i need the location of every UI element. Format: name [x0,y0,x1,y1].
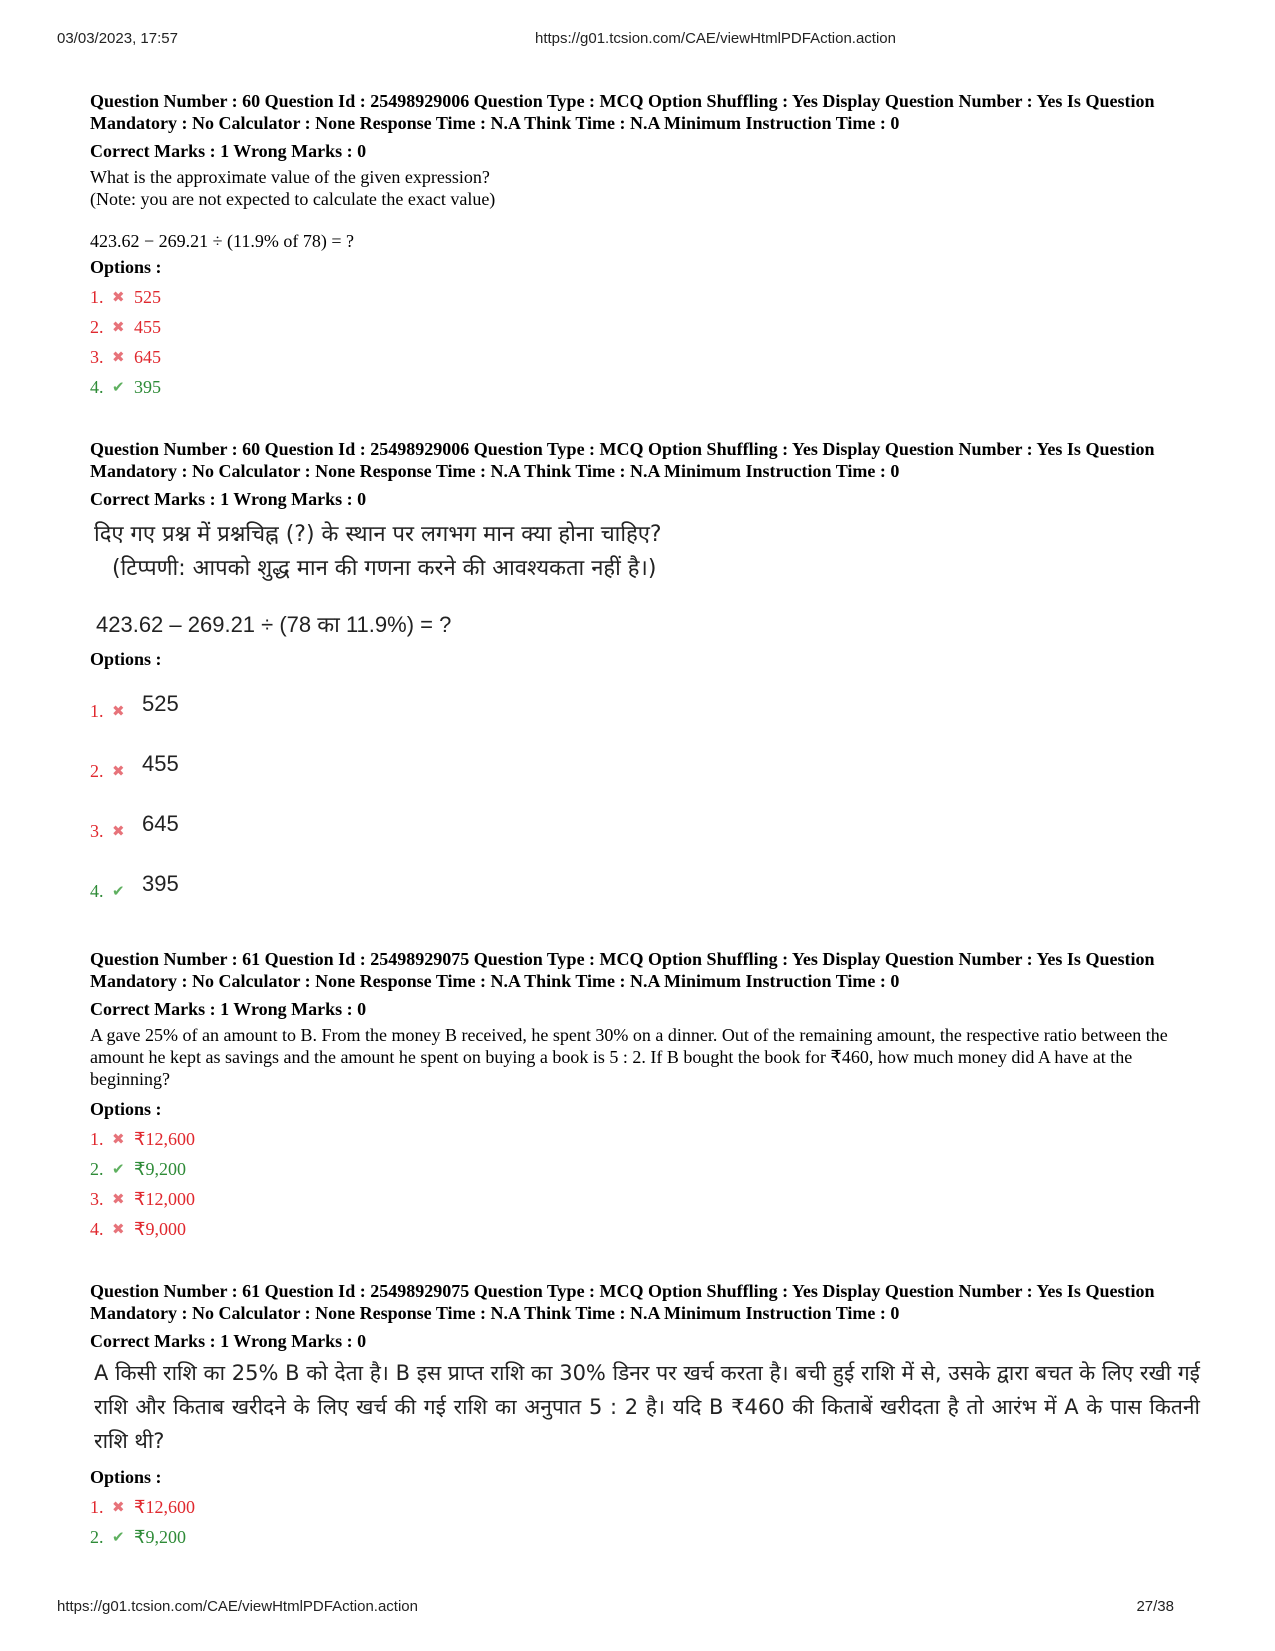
question-expression: 423.62 − 269.21 ÷ (11.9% of 78) = ? [90,231,354,251]
option-number: 4. [90,1219,104,1239]
option-4 [90,854,1200,914]
option-value: ₹9,000 [134,1219,186,1239]
question-text [90,166,1200,210]
question-61-hindi [90,1280,1200,1552]
cross-icon: ✖ [112,318,125,336]
option-value: ₹12,000 [134,1189,195,1209]
cross-icon: ✖ [112,762,125,780]
check-icon: ✔ [112,882,125,900]
option-value: ₹12,600 [134,1497,195,1517]
question-marks: Correct Marks : 1 Wrong Marks : 0 [90,141,367,161]
option-4 [90,372,1200,402]
question-61-english [90,948,1200,1244]
option-3 [90,794,1200,854]
option-1 [90,282,1200,312]
cross-icon: ✖ [112,822,125,840]
option-2 [90,312,1200,342]
cross-icon: ✖ [112,1190,125,1208]
options-label: Options : [90,1099,162,1119]
page-number: 27/38 [1136,1598,1174,1615]
question-60-hindi [90,438,1200,914]
option-number: 4. [90,377,104,397]
question-meta: Question Number : 60 Question Id : 25498929006 Question Type : MCQ Option Shuffling : Yes Display Question Number : Yes Is Question Mandatory : No Calculator : None Response Time : N.A Think Time : N.A Minimum Instruction Time : 0 [90,91,1155,133]
question-meta: Question Number : 61 Question Id : 25498929075 Question Type : MCQ Option Shuffling : Yes Display Question Number : Yes Is Question Mandatory : No Calculator : None Response Time : N.A Think Time : N.A Minimum Instruction Time : 0 [90,1281,1155,1323]
options-label: Options : [90,649,162,669]
option-value: 525 [142,691,179,716]
option-value: ₹12,600 [134,1129,195,1149]
question-marks: Correct Marks : 1 Wrong Marks : 0 [90,489,367,509]
question-note: (Note: you are not expected to calculate the exact value) [90,189,496,209]
option-1 [90,1492,1200,1522]
option-number: 3. [90,347,104,367]
option-number: 1. [90,701,104,721]
option-value: 455 [142,751,179,776]
option-2 [90,734,1200,794]
option-value: ₹9,200 [134,1159,186,1179]
option-number: 1. [90,1129,104,1149]
option-number: 2. [90,761,104,781]
question-expression: 423.62 – 269.21 ÷ (78 का 11.9%) = ? [96,612,452,637]
option-2 [90,1154,1200,1184]
option-value: 645 [142,811,179,836]
option-number: 2. [90,317,104,337]
option-2 [90,1522,1200,1552]
question-text-line: What is the approximate value of the given expression? [90,167,490,187]
question-text-hindi: A किसी राशि का 25% B को देता है। B इस प्राप्त राशि का 30% डिनर पर खर्च करता है। बची हुई राशि में से, उसके द्वारा बचत के लिए रखी गई राशि और किताब खरीदने के लिए खर्च की गई राशि का अनुपात 5 : 2 है। यदि B ₹460 की किताबें खरीदता है तो आरंभ में A के पास कितनी राशि थी? [94,1361,1200,1453]
option-number: 3. [90,1189,104,1209]
cross-icon: ✖ [112,288,125,306]
option-number: 1. [90,287,104,307]
question-list [90,90,1200,1552]
cross-icon: ✖ [112,1130,125,1148]
option-number: 2. [90,1159,104,1179]
option-number: 2. [90,1527,104,1547]
option-value: 455 [134,317,161,337]
option-4 [90,1214,1200,1244]
option-value: 395 [134,377,161,397]
cross-icon: ✖ [112,1498,125,1516]
option-number: 1. [90,1497,104,1517]
option-1 [90,1124,1200,1154]
check-icon: ✔ [112,378,125,396]
options-label: Options : [90,1467,162,1487]
question-note: (टिप्पणी: आपको शुद्ध मान की गणना करने की आवश्यकता नहीं है।) [112,556,657,581]
option-value: 645 [134,347,161,367]
option-value: ₹9,200 [134,1527,186,1547]
option-value: 525 [134,287,161,307]
print-url: https://g01.tcsion.com/CAE/viewHtmlPDFAction.action [535,30,896,47]
option-number: 4. [90,881,104,901]
question-meta: Question Number : 60 Question Id : 25498929006 Question Type : MCQ Option Shuffling : Yes Display Question Number : Yes Is Question Mandatory : No Calculator : None Response Time : N.A Think Time : N.A Minimum Instruction Time : 0 [90,439,1155,481]
cross-icon: ✖ [112,348,125,366]
question-text-line: दिए गए प्रश्न में प्रश्नचिह्न (?) के स्थान पर लगभग मान क्या होना चाहिए? [94,522,662,547]
cross-icon: ✖ [112,702,125,720]
cross-icon: ✖ [112,1220,125,1238]
option-1 [90,674,1200,734]
print-datetime: 03/03/2023, 17:57 [57,30,178,47]
question-marks: Correct Marks : 1 Wrong Marks : 0 [90,999,367,1019]
check-icon: ✔ [112,1528,125,1546]
question-marks: Correct Marks : 1 Wrong Marks : 0 [90,1331,367,1351]
check-icon: ✔ [112,1160,125,1178]
question-60-english [90,90,1200,402]
options-label: Options : [90,257,162,277]
option-3 [90,342,1200,372]
footer-url: https://g01.tcsion.com/CAE/viewHtmlPDFAction.action [57,1598,418,1615]
question-meta: Question Number : 61 Question Id : 25498929075 Question Type : MCQ Option Shuffling : Yes Display Question Number : Yes Is Question Mandatory : No Calculator : None Response Time : N.A Think Time : N.A Minimum Instruction Time : 0 [90,949,1155,991]
option-3 [90,1184,1200,1214]
question-text-hindi [94,518,1200,586]
option-value: 395 [142,871,179,896]
option-number: 3. [90,821,104,841]
question-text: A gave 25% of an amount to B. From the money B received, he spent 30% on a dinner. Out of the remaining amount, the respective ratio between the amount he kept as savings and the amount he spent on buying a book is 5 : 2. If B bought the book for ₹460, how much money did A have at the beginning? [90,1025,1168,1089]
